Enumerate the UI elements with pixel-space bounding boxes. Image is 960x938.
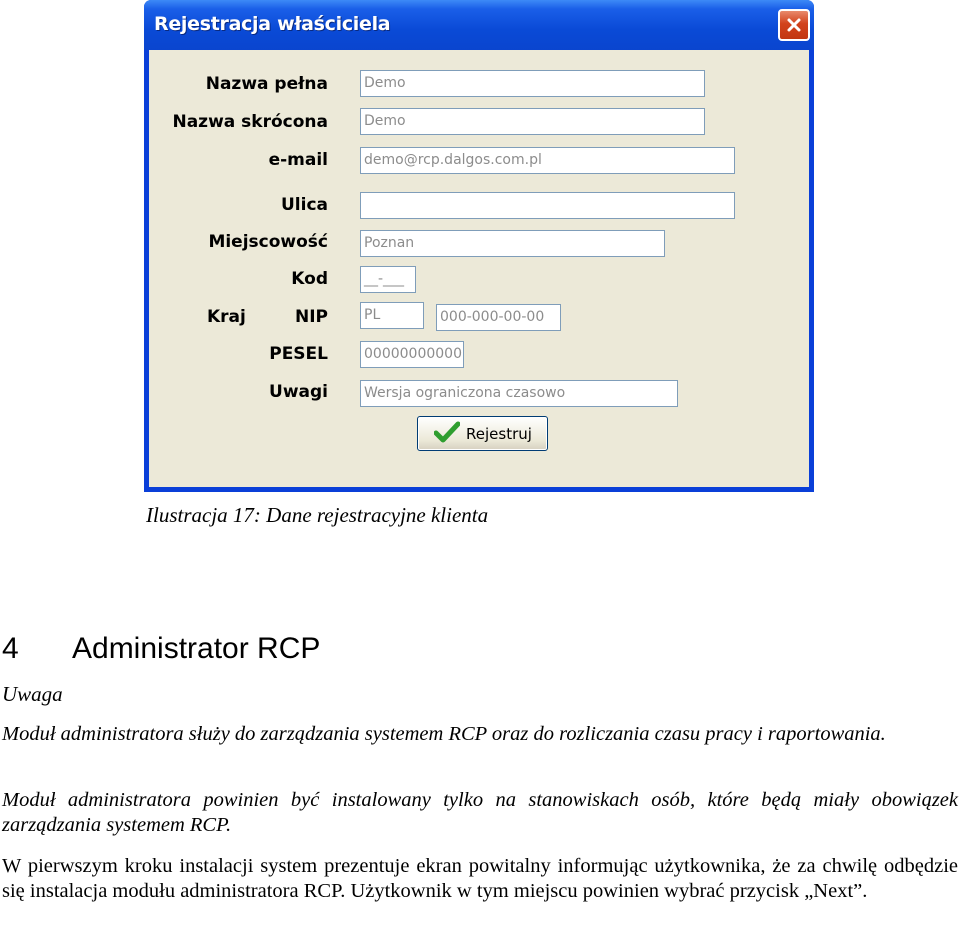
paragraph-1: Moduł administratora służy do zarządzania systemem RCP oraz do rozliczania czasu pracy i raportowania. bbox=[2, 723, 886, 745]
registration-window bbox=[144, 0, 814, 492]
label-street: Ulica bbox=[280, 195, 328, 215]
label-full-name: Nazwa pełna bbox=[205, 74, 328, 94]
label-nip: NIP bbox=[294, 307, 328, 327]
register-button[interactable] bbox=[417, 416, 548, 451]
label-notes: Uwagi bbox=[269, 382, 328, 402]
close-button[interactable] bbox=[778, 9, 810, 41]
city-input[interactable]: Poznan bbox=[360, 230, 665, 257]
short-name-input[interactable]: Demo bbox=[360, 108, 705, 135]
paragraph-2: Moduł administratora powinien być instalowany tylko na stanowiskach osób, które będą miały obowiązek zarządzania systemem RCP. bbox=[2, 789, 958, 836]
postal-code-input[interactable]: __-___ bbox=[360, 266, 416, 293]
section-title: Administrator RCP bbox=[72, 632, 321, 665]
window-title: Rejestracja właściciela bbox=[154, 13, 391, 35]
notes-input[interactable]: Wersja ograniczona czasowo bbox=[360, 380, 678, 407]
label-country: Kraj bbox=[207, 307, 246, 327]
label-short-name: Nazwa skrócona bbox=[172, 112, 328, 132]
close-icon bbox=[786, 17, 802, 33]
section-heading bbox=[2, 632, 320, 666]
pesel-input[interactable]: 00000000000 bbox=[360, 341, 464, 368]
label-city: Miejscowość bbox=[208, 232, 328, 252]
checkmark-icon bbox=[434, 421, 460, 447]
section-number: 4 bbox=[2, 632, 19, 665]
label-pesel: PESEL bbox=[269, 344, 328, 364]
email-input[interactable]: demo@rcp.dalgos.com.pl bbox=[360, 147, 735, 174]
country-input[interactable]: PL bbox=[360, 302, 424, 329]
register-button-label: Rejestruj bbox=[466, 424, 532, 443]
title-bar[interactable] bbox=[144, 0, 814, 50]
street-input[interactable] bbox=[360, 192, 735, 219]
nip-input[interactable]: 000-000-00-00 bbox=[436, 304, 561, 331]
label-email: e-mail bbox=[268, 150, 328, 170]
form-area bbox=[149, 50, 809, 487]
paragraph-3: W pierwszym kroku instalacji system prezentuje ekran powitalny informując użytkownika, że za chwilę odbędzie się instalacja modułu administratora RCP. Użytkownik w tym miejscu powinien wybrać przycisk „Next”. bbox=[2, 855, 958, 902]
figure-caption: Ilustracja 17: Dane rejestracyjne klienta bbox=[146, 503, 489, 527]
note-title: Uwaga bbox=[2, 682, 63, 706]
label-postal-code: Kod bbox=[291, 269, 328, 289]
full-name-input[interactable]: Demo bbox=[360, 70, 705, 97]
